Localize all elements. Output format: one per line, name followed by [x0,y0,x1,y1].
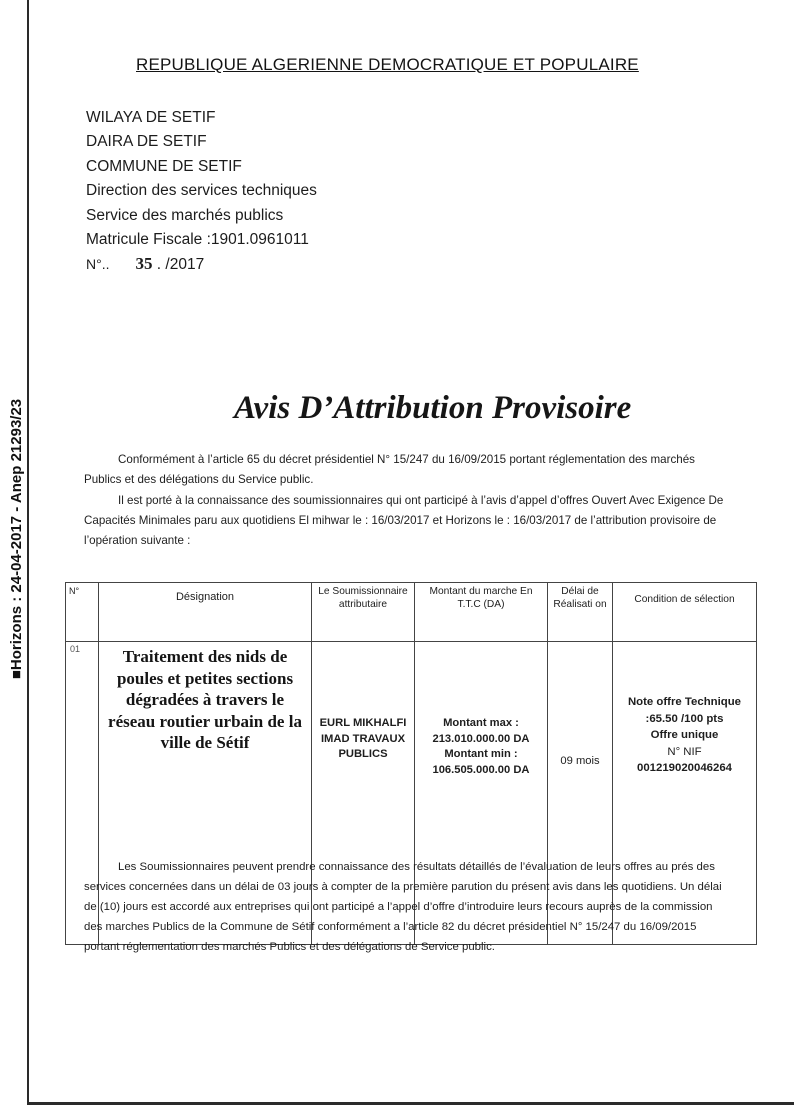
address-line: Service des marchés publics [86,206,284,224]
reference-number [86,252,317,277]
document-title: Avis D’Attribution Provisoire [234,390,632,426]
bottom-border-line [27,1102,794,1105]
intro-paragraph-1 [84,450,724,490]
row-soumissionnaire: EURL MIKHALFI IMAD TRAVAUX PUBLICS [312,642,415,945]
closing-paragraph [84,857,734,957]
montant-min-value: 106.505.000.00 DA [432,763,530,776]
table-header-row [66,583,757,642]
header-no: N° [66,583,99,642]
header-delai: Délai de Réalisati on [548,583,613,642]
address-line: DAIRA DE SETIF [86,133,207,151]
condition-nif: 001219020046264 [636,762,733,774]
side-margin [0,0,27,1110]
header-soumissionnaire: Le Soumissionnaire attributaire [312,583,415,642]
row-delai: 09 mois [548,642,613,945]
intro-text-2: Il est porté à la connaissance des soumissionnaires qui ont participé à l’avis d’appel d’offres Ouvert Avec Exigence De Capacités Minimales paru aux quotidiens El mihwar le : 16/03/2017 et Horizons le : 16/03/2017 de l’attribution provisoire de l’opération suivante : [84,494,724,547]
republic-header: REPUBLIQUE ALGERIENNE DEMOCRATIQUE ET POPULAIRE [136,55,639,74]
number-prefix: N°.. [86,256,110,273]
intro-paragraph-2 [84,491,724,551]
closing-text: Les Soumissionnaires peuvent prendre connaissance des résultats détaillés de l’évaluation de leurs offres au prés des services concernées dans un délai de 03 jours à compter de la première parution du présent avis dans les quotidiens. Un délai de (10) jours est accordé aux entreprises qui ont participé a l’appel d’offre d’introduire leurs recours auprès de la commission des marches Publics de la Commune de Sétif conformément a l’article 82 du décret présidentiel N° 15/247 du 16/09/2015 portant réglementation des marchés Publics et des délégations de Service public. [84,861,722,953]
publication-stamp: ■Horizons : 24-04-2017 - Anep 21293/23 [8,398,25,680]
number-suffix: . /2017 [152,256,205,274]
condition-note: Note offre Technique :65.50 /100 pts [627,696,742,725]
header-montant: Montant du marche En T.T.C (DA) [415,583,548,642]
condition-offre: Offre unique [650,729,719,741]
address-line: COMMUNE DE SETIF [86,157,242,175]
address-block [86,106,317,278]
row-number: 01 [66,642,99,945]
header-designation: Désignation [99,583,312,642]
address-line: Direction des services techniques [86,182,317,200]
row-designation: Traitement des nids de poules et petites sections dégradées à travers le réseau routier urbain de la ville de Sétif [108,647,302,752]
address-line: Matricule Fiscale :1901.0961011 [86,231,309,249]
header-condition: Condition de sélection [613,583,757,642]
left-border-line [27,0,29,1104]
address-line: WILAYA DE SETIF [86,109,216,126]
intro-text-1: Conformément à l’article 65 du décret présidentiel N° 15/247 du 16/09/2015 portant réglementation des marchés Publics et des délégations du Service public. [84,453,695,486]
number-value: 35 [135,254,153,274]
condition-nif-label: N° NIF [667,745,702,758]
montant-max-value: 213.010.000.00 DA [432,732,530,745]
montant-min-label: Montant min : [444,748,518,760]
montant-max-label: Montant max : [443,717,519,729]
